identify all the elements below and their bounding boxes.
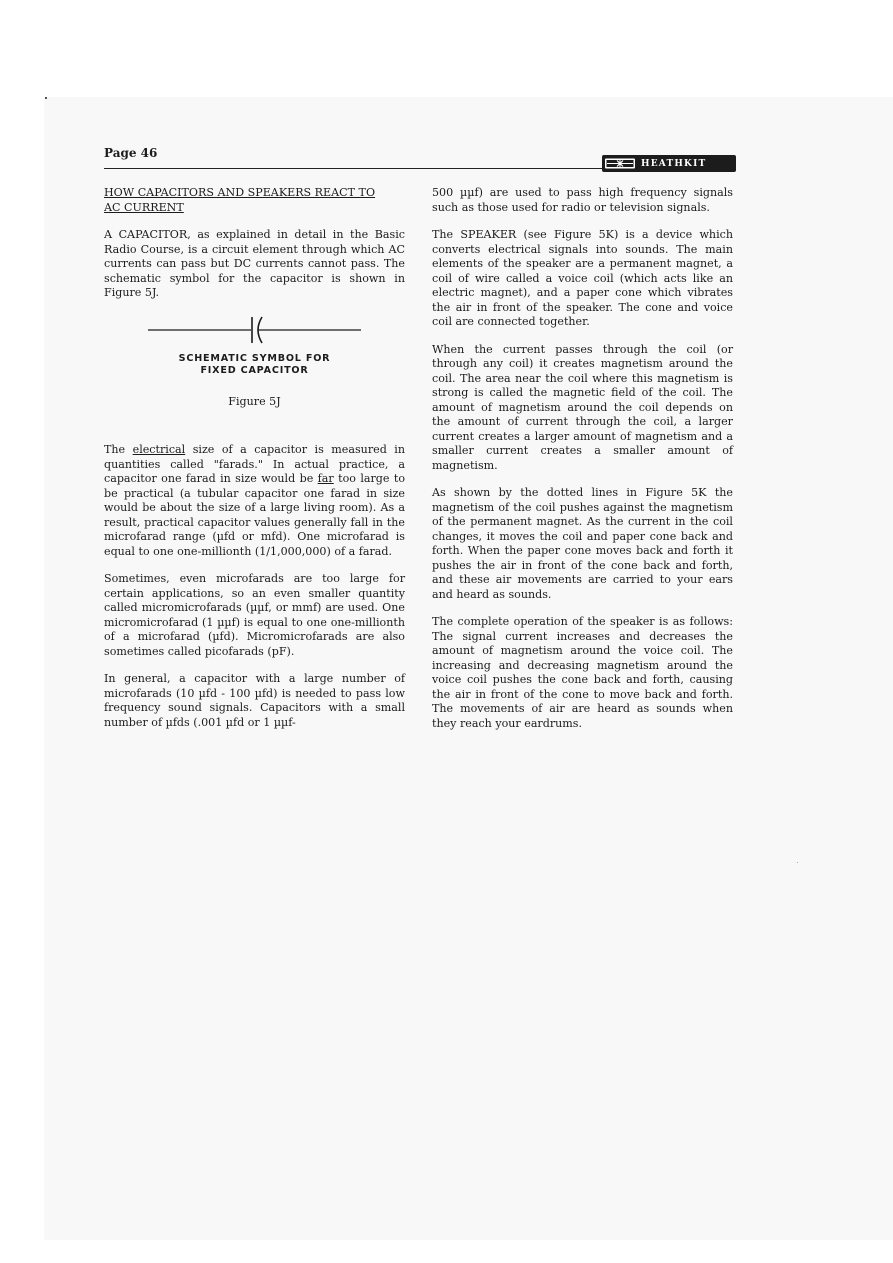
caption-line-1: SCHEMATIC SYMBOL FOR	[178, 352, 331, 364]
heading-line-1: HOW CAPACITORS AND SPEAKERS REACT TO	[104, 186, 376, 199]
capacitor-symbol-icon	[148, 314, 362, 346]
figure-label: Figure 5J	[228, 394, 281, 408]
underlined-word-far: far	[317, 472, 334, 485]
capacitor-intro-paragraph: A CAPACITOR, as explained in detail in the Basic Radio Course, is a circuit element through which AC currents can pass but DC currents cannot pass. The schematic symbol for the capacitor is shown in Figure 5J.	[104, 228, 405, 299]
page-number: Page 46	[104, 146, 158, 160]
farad-text-a: The	[104, 443, 133, 456]
speaker-intro-paragraph: The SPEAKER (see Figure 5K) is a device which converts electrical signals into sounds. The main elements of the speaker are a permanent magnet, a coil of wire called a voice coil (which acts like an electric magnet), and a paper cone which vibrates the air in front of the speaker. The cone and voice coil are connected together.	[432, 228, 733, 328]
caption-line-2: FIXED CAPACITOR	[200, 365, 309, 376]
magnetism-paragraph: When the current passes through the coil (or through any coil) it creates magnetism around the coil. The area near the coil where this magnetism is strong is called the magnetic field of the coil. The amount of magnetism around the coil depends on the amount of current through the coil, a larger current creates a larger amount of magnetism and a smaller current creates a smaller amount of magnetism.	[432, 342, 733, 472]
scan-speck	[797, 862, 798, 863]
heading-line-2: AC CURRENT	[104, 200, 184, 214]
logo-text: HEATHKIT	[641, 158, 707, 169]
section-heading	[104, 186, 405, 215]
heathkit-logo	[602, 155, 736, 172]
speaker-operation-paragraph: The complete operation of the speaker is as follows: The signal current increases and decreases the amount of magnetism around the voice coil. The increasing and decreasing magnetism around the voice coil pushes the cone back and forth, causing the air in front of the cone to move back and forth. The movements of air are heard as sounds when they reach your eardrums.	[432, 615, 733, 730]
scan-speck	[45, 97, 47, 99]
figure-caption	[104, 353, 405, 378]
capacitor-values-paragraph: In general, a capacitor with a large number of microfarads (10 µfd - 100 µfd) is needed to pass low frequency sound signals. Capacitors with a small number of µfds (.001 µfd or 1 µµf-	[104, 672, 405, 729]
farad-paragraph	[104, 443, 405, 559]
dotted-lines-paragraph: As shown by the dotted lines in Figure 5K the magnetism of the coil pushes against the magnetism of the permanent magnet. As the current in the coil changes, it moves the coil and paper cone back and forth. When the paper cone moves back and forth it pushes the air in front of the cone back and forth, and these air movements are carried to your ears and heard as sounds.	[432, 486, 733, 601]
farad-text-c: too large to be practical (a tubular capacitor one farad in size would be about the size of a large living room). As a result, practical capacitor values generally fall in the microfarad range (µfd or mfd). One microfarad is equal to one one-millionth (1/1,000,000) of a farad.	[104, 472, 405, 558]
farad-text-b: size of a capacitor is measured in quantities called "farads." In actual practice, a capacitor one farad in size would be	[104, 443, 405, 485]
right-column	[432, 186, 733, 744]
underlined-word-electrical: electrical	[132, 443, 186, 456]
high-frequency-paragraph: 500 µµf) are used to pass high frequency signals such as those used for radio or television signals.	[432, 186, 733, 214]
left-column	[104, 186, 405, 743]
figure-5j	[104, 314, 405, 410]
logo-emblem-icon	[603, 156, 637, 171]
micromicrofarad-paragraph: Sometimes, even microfarads are too large for certain applications, so an even smaller quantity called micromicrofarads (µµf, or mmf) are used. One micromicrofarad (1 µµf) is equal to one one-millionth of a microfarad (µfd). Micromicrofarads are also sometimes called picofarads (pF).	[104, 572, 405, 658]
header-rule	[104, 168, 604, 169]
